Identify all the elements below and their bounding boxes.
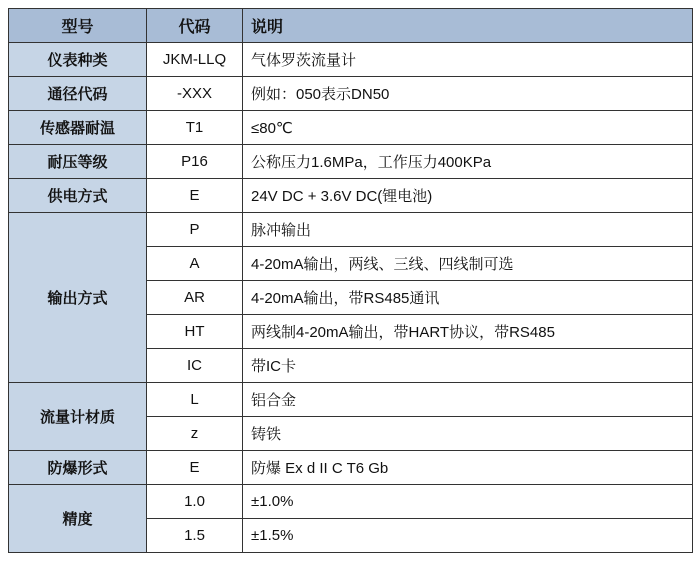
code-cell: P16 (147, 145, 243, 179)
code-cell: JKM-LLQ (147, 43, 243, 77)
header-code: 代码 (147, 9, 243, 43)
category-cell: 传感器耐温 (9, 111, 147, 145)
category-cell: 仪表种类 (9, 43, 147, 77)
code-cell: HT (147, 315, 243, 349)
table-row (9, 485, 693, 519)
table-row (9, 213, 693, 247)
description-cell: 铝合金 (243, 383, 693, 417)
code-cell: E (147, 451, 243, 485)
header-description: 说明 (243, 9, 693, 43)
table-header-row (9, 9, 693, 43)
code-cell: A (147, 247, 243, 281)
code-cell: T1 (147, 111, 243, 145)
specification-table (8, 8, 693, 553)
description-cell: 铸铁 (243, 417, 693, 451)
description-cell: 两线制4-20mA输出，带HART协议，带RS485 (243, 315, 693, 349)
table-row (9, 111, 693, 145)
table-row (9, 43, 693, 77)
table-row (9, 145, 693, 179)
category-cell: 流量计材质 (9, 383, 147, 451)
category-cell: 精度 (9, 485, 147, 553)
description-cell: 例如：050表示DN50 (243, 77, 693, 111)
code-cell: 1.5 (147, 519, 243, 553)
code-cell: L (147, 383, 243, 417)
category-cell: 耐压等级 (9, 145, 147, 179)
code-cell: -XXX (147, 77, 243, 111)
description-cell: 防爆 Ex d II C T6 Gb (243, 451, 693, 485)
category-cell: 输出方式 (9, 213, 147, 383)
table-row (9, 179, 693, 213)
category-cell: 防爆形式 (9, 451, 147, 485)
table-row (9, 383, 693, 417)
code-cell: AR (147, 281, 243, 315)
description-cell: ±1.0% (243, 485, 693, 519)
table-row (9, 451, 693, 485)
code-cell: z (147, 417, 243, 451)
code-cell: IC (147, 349, 243, 383)
category-cell: 供电方式 (9, 179, 147, 213)
description-cell: 公称压力1.6MPa，工作压力400KPa (243, 145, 693, 179)
header-model: 型号 (9, 9, 147, 43)
code-cell: P (147, 213, 243, 247)
code-cell: 1.0 (147, 485, 243, 519)
description-cell: 4-20mA输出，两线、三线、四线制可选 (243, 247, 693, 281)
description-cell: 4-20mA输出，带RS485通讯 (243, 281, 693, 315)
description-cell: ≤80℃ (243, 111, 693, 145)
description-cell: 气体罗茨流量计 (243, 43, 693, 77)
description-cell: 带IC卡 (243, 349, 693, 383)
description-cell: 24V DC + 3.6V DC(锂电池) (243, 179, 693, 213)
category-cell: 通径代码 (9, 77, 147, 111)
description-cell: ±1.5% (243, 519, 693, 553)
table-row (9, 77, 693, 111)
table-body (9, 9, 693, 553)
description-cell: 脉冲输出 (243, 213, 693, 247)
code-cell: E (147, 179, 243, 213)
